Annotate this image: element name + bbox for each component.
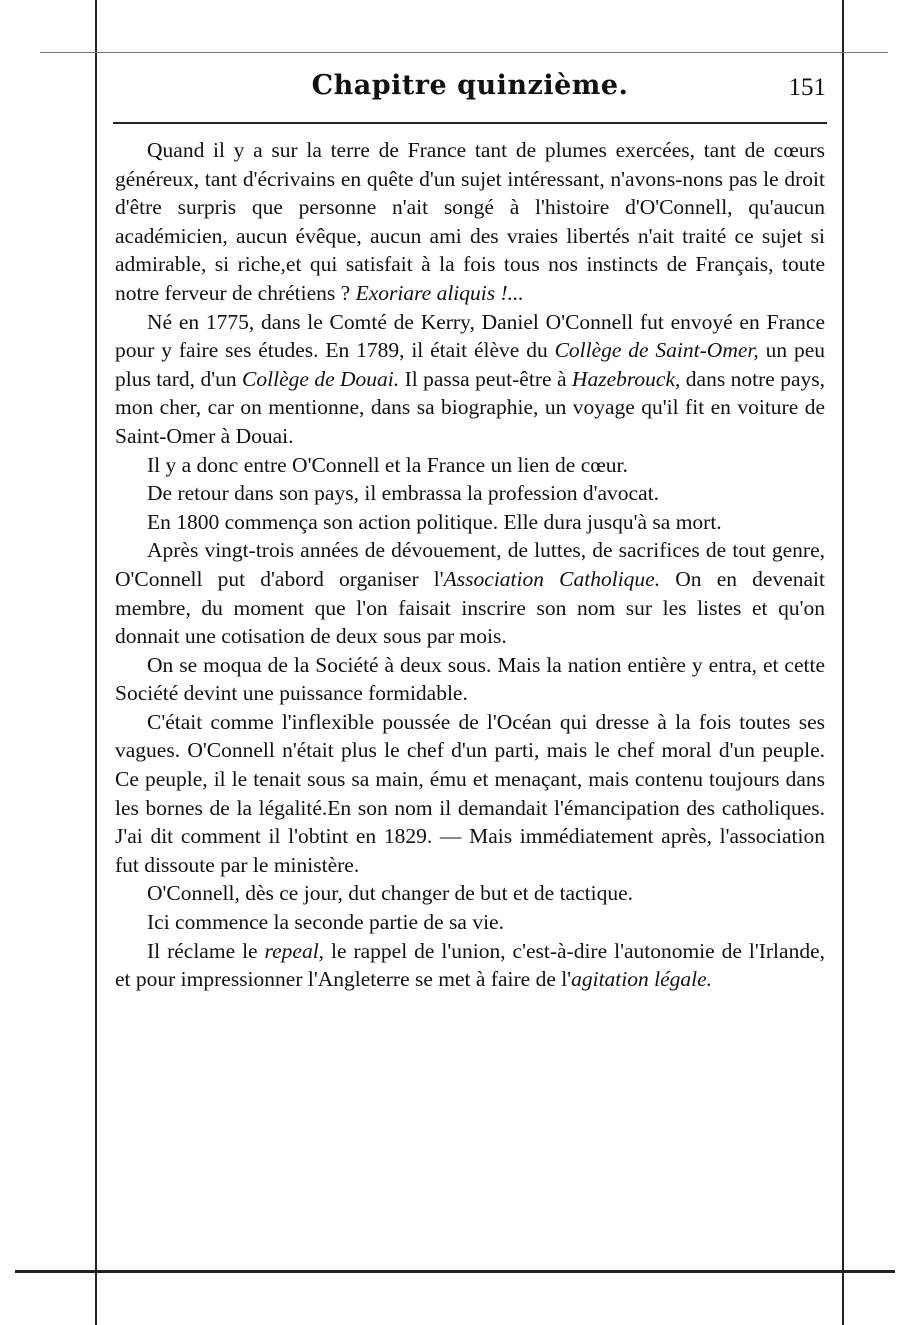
paragraph: Quand il y a sur la terre de France tant de plumes exercées, tant de cœurs généreux, tant d'écrivains en quête d'un sujet intéressant, n'avons-nons pas le droit d'être surpris que personne n'ait songé à l'histoire d'O'Connell, qu'aucun académicien, aucun évêque, aucun ami des vraies libertés n'ait traité ce sujet si admirable, si riche,et qui satisfait à la fois tous nos instincts de Français, toute notre ferveur de chrétiens ? Exoriare aliquis !... [115,138,825,305]
page-border-left [95,0,97,1325]
body-text [115,136,825,994]
page-header [110,60,830,120]
paragraph: De retour dans son pays, il embrassa la profession d'avocat. [147,481,659,506]
paragraph: Ici commence la seconde partie de sa vie. [147,910,504,935]
paragraph: O'Connell, dès ce jour, dut changer de but et de tactique. [147,881,634,906]
paragraph: Né en 1775, dans le Comté de Kerry, Daniel O'Connell fut envoyé en France pour y faire ses études. En 1789, il était élève du Collège de Saint-Omer, un peu plus tard, d'un Collège de Douai. Il passa peut-être à Hazebrouck, dans notre pays, mon cher, car on mentionne, dans sa biographie, un voyage qu'il fit en voiture de Saint-Omer à Douai. [115,309,826,448]
paragraph: Après vingt-trois années de dévouement, de luttes, de sacrifices de tout genre, O'Connell put d'abord organiser l'Association Catholique. On en devenait membre, du moment que l'on faisait inscrire son nom sur les listes et qu'on donnait une cotisation de deux sous par mois. [115,538,825,649]
page-number: 151 [788,74,826,101]
top-edge-line [40,52,888,53]
paragraph: On se moqua de la Société à deux sous. Mais la nation entière y entra, et cette Société devint une puissance formidable. [115,652,825,706]
bottom-edge-line [15,1270,895,1273]
paragraph: Il réclame le repeal, le rappel de l'union, c'est-à-dire l'autonomie de l'Irlande, et pour impressionner l'Angleterre se met à faire de l'agitation légale. [115,938,825,992]
paragraph: C'était comme l'inflexible poussée de l'Océan qui dresse à la fois toutes ses vagues. O'Connell n'était plus le chef d'un parti, mais le chef moral d'un peuple. Ce peuple, il le tenait sous sa main, ému et menaçant, mais contenu toujours dans les bornes de la légalité.En son nom il demandait l'émancipation des catholiques. J'ai dit comment il l'obtint en 1829. — Mais immédiatement après, l'association fut dissoute par le ministère. [115,709,825,877]
paragraph: Il y a donc entre O'Connell et la France un lien de cœur. [147,452,628,477]
chapter-title: Chapitre quinzième. [311,70,629,101]
paragraph: En 1800 commença son action politique. Elle dura jusqu'à sa mort. [147,509,722,534]
header-rule [113,122,827,124]
page-border-right [842,0,844,1325]
